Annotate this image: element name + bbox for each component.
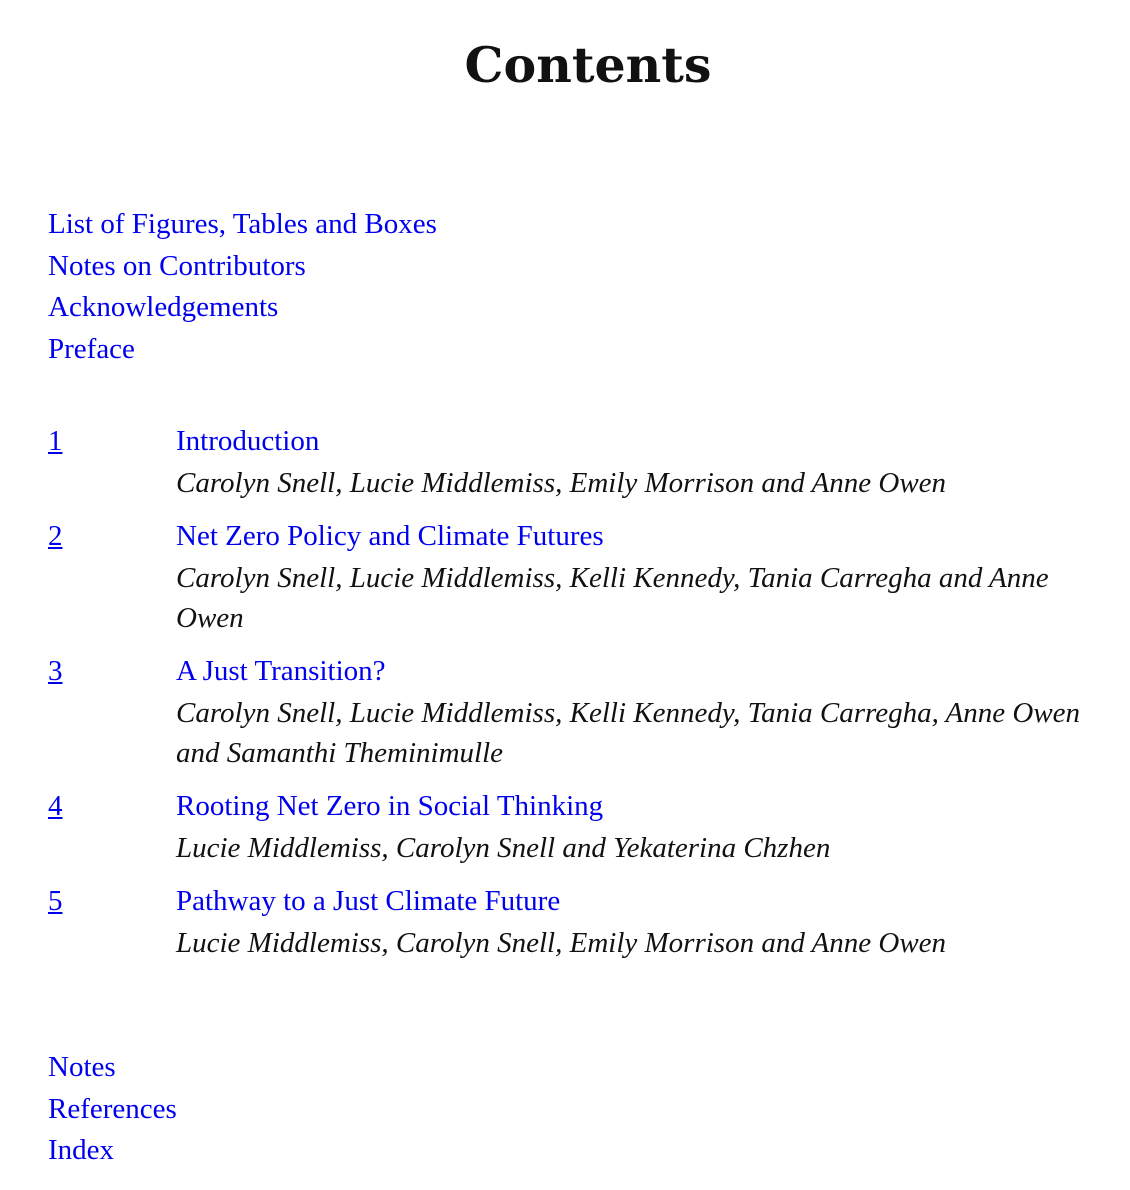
chapter-number-2[interactable]: 2 [48, 520, 63, 552]
front-matter-item [48, 204, 437, 246]
back-matter-item [48, 1047, 177, 1089]
toc-link-references[interactable]: References [48, 1092, 177, 1125]
chapter-title-link-4[interactable]: Rooting Net Zero in Social Thinking [176, 790, 604, 822]
toc-link-notes-on-contributors[interactable]: Notes on Contributors [48, 249, 306, 282]
chapter-title-link-3[interactable]: A Just Transition? [176, 655, 386, 687]
chapter-title-link-2[interactable]: Net Zero Policy and Climate Futures [176, 520, 604, 552]
chapter-title-link-5[interactable]: Pathway to a Just Climate Future [176, 885, 561, 917]
chapter-entry [48, 785, 1108, 868]
chapter-entry [48, 420, 1108, 503]
toc-link-preface[interactable]: Preface [48, 332, 135, 365]
chapter-authors-3: Carolyn Snell, Lucie Middlemiss, Kelli Kennedy, Tania Carregha, Anne Owen and Samanthi Theminimulle [176, 697, 1081, 769]
page-title: Contents [464, 36, 712, 94]
chapter-number-3[interactable]: 3 [48, 655, 63, 687]
toc-link-notes[interactable]: Notes [48, 1051, 116, 1083]
chapter-authors-1: Carolyn Snell, Lucie Middlemiss, Emily Morrison and Anne Owen [176, 467, 947, 499]
chapter-list [48, 420, 1108, 975]
chapter-entry [48, 880, 1108, 963]
back-matter-list [48, 1047, 177, 1172]
toc-link-acknowledgements[interactable]: Acknowledgements [48, 291, 279, 323]
chapter-number-4[interactable]: 4 [48, 790, 63, 822]
chapter-number-5[interactable]: 5 [48, 885, 63, 917]
back-matter-item [48, 1089, 177, 1131]
toc-link-index[interactable]: Index [48, 1134, 115, 1166]
chapter-authors-2: Carolyn Snell, Lucie Middlemiss, Kelli Kennedy, Tania Carregha and Anne Owen [176, 562, 1049, 634]
front-matter-item [48, 287, 437, 329]
chapter-number-1[interactable]: 1 [48, 425, 63, 457]
chapter-entry [48, 515, 1108, 638]
back-matter-item [48, 1130, 177, 1172]
chapter-authors-5: Lucie Middlemiss, Carolyn Snell, Emily Morrison and Anne Owen [176, 927, 947, 959]
chapter-authors-4: Lucie Middlemiss, Carolyn Snell and Yekaterina Chzhen [176, 832, 831, 864]
chapter-entry [48, 650, 1108, 773]
front-matter-item [48, 246, 437, 288]
chapter-title-link-1[interactable]: Introduction [176, 425, 320, 457]
front-matter-list [48, 204, 437, 370]
front-matter-item [48, 329, 437, 371]
toc-link-list-of-figures[interactable]: List of Figures, Tables and Boxes [48, 208, 437, 240]
